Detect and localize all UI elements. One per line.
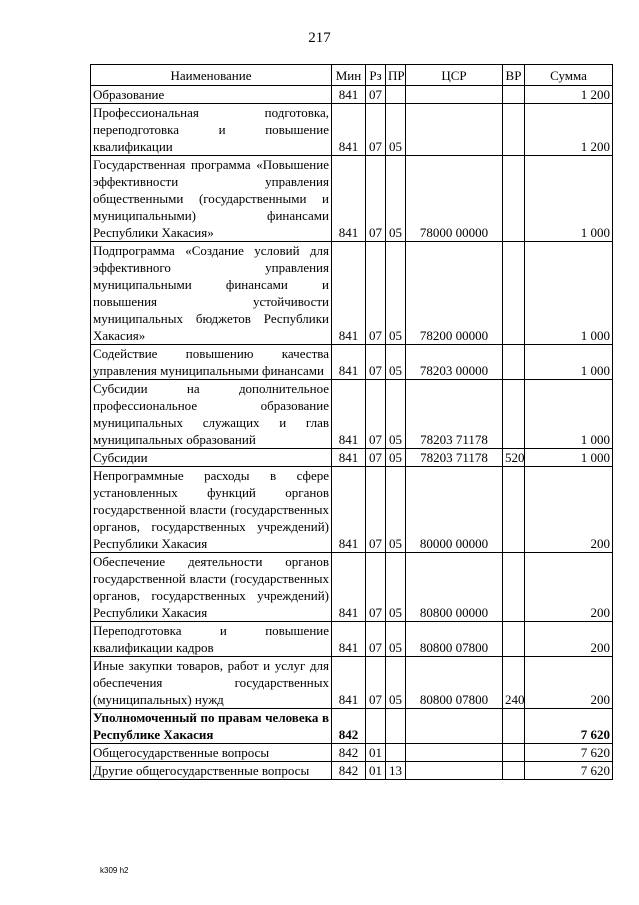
cell-vr: 240 — [503, 657, 525, 709]
cell-pr: 05 — [386, 345, 406, 380]
cell-sum: 1 200 — [525, 104, 613, 156]
cell-vr — [503, 86, 525, 104]
cell-vr — [503, 709, 525, 744]
cell-min: 841 — [332, 622, 366, 657]
cell-csr — [406, 104, 503, 156]
cell-vr — [503, 380, 525, 449]
cell-vr — [503, 622, 525, 657]
cell-csr: 78203 71178 — [406, 449, 503, 467]
cell-pr: 05 — [386, 622, 406, 657]
budget-table — [90, 64, 613, 780]
cell-vr: 520 — [503, 449, 525, 467]
cell-sum: 7 620 — [525, 744, 613, 762]
cell-sum: 1 000 — [525, 449, 613, 467]
header-pr: ПР — [386, 65, 406, 86]
cell-rz: 01 — [366, 762, 386, 780]
cell-csr — [406, 744, 503, 762]
cell-pr — [386, 709, 406, 744]
cell-name: Иные закупки товаров, работ и услуг для обеспечения государственных (муниципальных) нужд — [91, 657, 332, 709]
cell-rz: 07 — [366, 553, 386, 622]
cell-sum: 1 200 — [525, 86, 613, 104]
table-row — [91, 467, 613, 553]
table-row — [91, 762, 613, 780]
table-row — [91, 104, 613, 156]
table-row — [91, 622, 613, 657]
cell-pr: 05 — [386, 380, 406, 449]
cell-csr: 78000 00000 — [406, 156, 503, 242]
cell-rz: 07 — [366, 242, 386, 345]
cell-csr: 78203 00000 — [406, 345, 503, 380]
cell-vr — [503, 156, 525, 242]
cell-name: Обеспечение деятельности органов государственной власти (государственных органов, государственных учреждений) Республики Хакасия — [91, 553, 332, 622]
cell-vr — [503, 467, 525, 553]
cell-rz: 07 — [366, 380, 386, 449]
table-row — [91, 156, 613, 242]
cell-sum: 200 — [525, 657, 613, 709]
cell-name: Содействие повышению качества управления муниципальными финансами — [91, 345, 332, 380]
cell-csr — [406, 709, 503, 744]
cell-rz: 07 — [366, 156, 386, 242]
table-row — [91, 553, 613, 622]
table-row — [91, 449, 613, 467]
cell-name: Государственная программа «Повышение эффективности управления общественными (государственными и муниципальными) финансами Республики Хакасия» — [91, 156, 332, 242]
footer-code: k309 h2 — [100, 866, 129, 875]
table-row — [91, 657, 613, 709]
cell-pr: 05 — [386, 467, 406, 553]
cell-pr: 05 — [386, 242, 406, 345]
cell-pr: 05 — [386, 156, 406, 242]
cell-min: 841 — [332, 657, 366, 709]
table-row — [91, 242, 613, 345]
cell-pr: 05 — [386, 657, 406, 709]
cell-csr: 80000 00000 — [406, 467, 503, 553]
cell-min: 841 — [332, 104, 366, 156]
cell-min: 842 — [332, 744, 366, 762]
cell-min: 841 — [332, 345, 366, 380]
cell-rz: 01 — [366, 744, 386, 762]
header-sum: Сумма — [525, 65, 613, 86]
cell-pr: 05 — [386, 449, 406, 467]
cell-pr — [386, 86, 406, 104]
cell-vr — [503, 345, 525, 380]
table-row — [91, 86, 613, 104]
cell-rz: 07 — [366, 104, 386, 156]
cell-min: 841 — [332, 156, 366, 242]
cell-csr: 80800 07800 — [406, 622, 503, 657]
cell-pr: 05 — [386, 553, 406, 622]
cell-min: 841 — [332, 553, 366, 622]
cell-vr — [503, 553, 525, 622]
cell-sum: 1 000 — [525, 242, 613, 345]
cell-min: 841 — [332, 242, 366, 345]
cell-csr: 80800 00000 — [406, 553, 503, 622]
cell-name: Переподготовка и повышение квалификации кадров — [91, 622, 332, 657]
cell-name: Непрограммные расходы в сфере установленных функций органов государственной власти (государственных органов, государственных учреждений) Республики Хакасия — [91, 467, 332, 553]
header-name: Наименование — [91, 65, 332, 86]
cell-csr — [406, 762, 503, 780]
cell-sum: 7 620 — [525, 762, 613, 780]
cell-csr — [406, 86, 503, 104]
page-number: 217 — [308, 30, 331, 46]
cell-sum: 200 — [525, 553, 613, 622]
cell-min: 842 — [332, 762, 366, 780]
header-row — [91, 65, 613, 86]
header-min: Мин — [332, 65, 366, 86]
cell-name: Другие общегосударственные вопросы — [91, 762, 332, 780]
cell-pr: 05 — [386, 104, 406, 156]
cell-name: Подпрограмма «Создание условий для эффективного управления муниципальными финансами и повышения устойчивости муниципальных бюджетов Республики Хакасия» — [91, 242, 332, 345]
cell-min: 841 — [332, 467, 366, 553]
cell-min: 841 — [332, 380, 366, 449]
cell-sum: 200 — [525, 622, 613, 657]
cell-rz: 07 — [366, 467, 386, 553]
cell-sum: 7 620 — [525, 709, 613, 744]
cell-sum: 1 000 — [525, 345, 613, 380]
cell-rz: 07 — [366, 449, 386, 467]
cell-sum: 200 — [525, 467, 613, 553]
cell-name: Уполномоченный по правам человека в Республике Хакасия — [91, 709, 332, 744]
cell-vr — [503, 104, 525, 156]
cell-min: 841 — [332, 449, 366, 467]
cell-vr — [503, 762, 525, 780]
cell-name: Профессиональная подготовка, переподготовка и повышение квалификации — [91, 104, 332, 156]
cell-csr: 78203 71178 — [406, 380, 503, 449]
table-row — [91, 380, 613, 449]
cell-vr — [503, 242, 525, 345]
cell-name: Общегосударственные вопросы — [91, 744, 332, 762]
cell-csr: 80800 07800 — [406, 657, 503, 709]
table-row — [91, 709, 613, 744]
cell-rz: 07 — [366, 622, 386, 657]
header-vr: ВР — [503, 65, 525, 86]
cell-sum: 1 000 — [525, 380, 613, 449]
table-row — [91, 744, 613, 762]
cell-pr — [386, 744, 406, 762]
cell-min: 841 — [332, 86, 366, 104]
header-rz: Рз — [366, 65, 386, 86]
cell-rz: 07 — [366, 86, 386, 104]
cell-sum: 1 000 — [525, 156, 613, 242]
cell-csr: 78200 00000 — [406, 242, 503, 345]
cell-min: 842 — [332, 709, 366, 744]
cell-rz — [366, 709, 386, 744]
cell-name: Субсидии на дополнительное профессиональное образование муниципальных служащих и глав муниципальных образований — [91, 380, 332, 449]
cell-rz: 07 — [366, 345, 386, 380]
cell-name: Субсидии — [91, 449, 332, 467]
cell-vr — [503, 744, 525, 762]
table-row — [91, 345, 613, 380]
header-csr: ЦСР — [406, 65, 503, 86]
cell-pr: 13 — [386, 762, 406, 780]
cell-rz: 07 — [366, 657, 386, 709]
cell-name: Образование — [91, 86, 332, 104]
